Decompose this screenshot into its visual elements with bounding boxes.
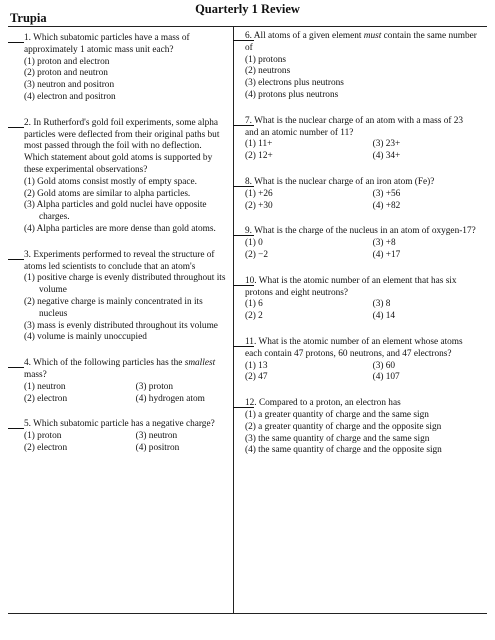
question-text: Which subatomic particles have a mass of approximately 1 atomic mass unit each?: [24, 33, 190, 55]
answer-blank[interactable]: [8, 367, 24, 368]
bottom-rule: [8, 613, 487, 614]
question-number: 4.: [24, 358, 31, 369]
question-text: Which subatomic particle has a negative charge?: [33, 419, 215, 430]
question-number: 10.: [245, 275, 257, 286]
question-text: Experiments performed to reveal the structure of atoms led scientists to conclude that an atom's: [24, 249, 215, 272]
option: (3) 60: [372, 360, 396, 371]
answer-options: [24, 382, 227, 406]
answer-blank[interactable]: [233, 235, 254, 236]
option: (4) electron and positron: [24, 91, 116, 102]
answer-blank[interactable]: [233, 407, 254, 408]
option: (2) electron: [24, 393, 68, 404]
question-12: [245, 398, 477, 457]
option: (2) negative charge is mainly concentrated in its nucleus: [24, 296, 203, 319]
question-number: 2.: [24, 117, 31, 128]
question-text: All atoms of a given element: [253, 31, 364, 41]
question-3: [24, 250, 227, 344]
question-text: Which of the following particles has the: [33, 358, 183, 369]
option: (1) 11+: [245, 139, 273, 150]
emphasis-text: must: [363, 31, 382, 41]
option: (4) positron: [135, 442, 180, 453]
option: (4) the same quantity of charge and the opposite sign: [245, 445, 442, 456]
question-text: What is the nuclear charge of an iron atom (Fe)?: [254, 176, 435, 187]
answer-options: [245, 410, 477, 457]
option: (1) +26: [245, 188, 273, 199]
question-number: 7.: [245, 115, 252, 126]
question-text: What is the charge of the nucleus in an atom of oxygen-17?: [254, 226, 476, 237]
question-7: [245, 116, 477, 163]
question-2: [24, 118, 227, 236]
answer-blank[interactable]: [8, 42, 24, 43]
emphasis-text: smallest: [184, 358, 216, 369]
question-number: 11.: [245, 336, 257, 347]
option: (4) protons plus neutrons: [245, 89, 339, 100]
option: (3) electrons plus neutrons: [245, 78, 344, 89]
question-8: [245, 177, 477, 212]
option: (3) the same quantity of charge and the same sign: [245, 433, 430, 444]
option: (2) neutrons: [245, 66, 291, 77]
question-number: 3.: [24, 249, 31, 260]
option: (1) 0: [245, 238, 263, 249]
column-divider: [233, 27, 234, 613]
answer-options: [245, 55, 477, 102]
option: (4) volume is mainly unoccupied: [24, 332, 147, 343]
question-text: What is the atomic number of an element whose atoms each contain 47 protons, 60 neutrons, and 47 electrons?: [245, 336, 463, 359]
option: (1) Gold atoms consist mostly of empty space.: [24, 176, 198, 187]
answer-options: [24, 273, 227, 344]
answer-blank[interactable]: [233, 285, 254, 286]
question-text-end: contain the same number of: [245, 31, 477, 53]
option: (4) +82: [372, 200, 401, 211]
option: (1) proton: [24, 431, 62, 442]
answer-blank[interactable]: [233, 346, 254, 347]
answer-options: [245, 189, 477, 213]
option: (1) proton and electron: [24, 56, 110, 67]
option: (1) 6: [245, 299, 263, 310]
answer-blank[interactable]: [233, 40, 254, 41]
answer-options: [24, 431, 227, 455]
option: (4) hydrogen atom: [135, 393, 205, 404]
option: (3) 8: [372, 299, 391, 310]
option: (2) a greater quantity of charge and the opposite sign: [245, 421, 442, 432]
answer-blank[interactable]: [8, 259, 24, 260]
question-10: [245, 276, 477, 323]
answer-options: [24, 177, 227, 236]
answer-blank[interactable]: [8, 428, 24, 429]
question-number: 8.: [245, 176, 252, 187]
option: (1) 13: [245, 360, 268, 371]
page-title: Quarterly 1 Review: [195, 2, 300, 16]
option: (1) neutron: [24, 381, 66, 392]
option: (1) positive charge is evenly distributed throughout its volume: [24, 273, 226, 296]
question-number: 5.: [24, 419, 31, 430]
option: (3) neutron: [135, 431, 178, 442]
option: (2) +30: [245, 200, 273, 211]
option: (4) 14: [372, 311, 396, 322]
question-text: What is the atomic number of an element that has six protons and eight neutrons?: [245, 275, 457, 298]
question-text-end: mass?: [24, 369, 47, 380]
option: (4) 34+: [372, 151, 401, 162]
option: (3) mass is evenly distributed throughout its volume: [24, 320, 218, 331]
option: (2) proton and neutron: [24, 68, 108, 79]
option: (4) Alpha particles are more dense than gold atoms.: [24, 223, 216, 234]
question-number: 9.: [245, 226, 252, 237]
option: (2) 47: [245, 372, 268, 383]
option: (1) protons: [245, 54, 287, 65]
answer-blank[interactable]: [233, 125, 254, 126]
option: (2) −2: [245, 249, 269, 260]
question-number: 6.: [245, 31, 252, 41]
option: (3) +56: [372, 188, 401, 199]
answer-options: [245, 361, 477, 385]
option: (3) proton: [135, 381, 174, 392]
option: (2) electron: [24, 442, 68, 453]
question-4: [24, 358, 227, 405]
option: (3) Alpha particles and gold nuclei have opposite charges.: [24, 200, 207, 223]
right-column: [245, 27, 477, 468]
question-number: 12.: [245, 398, 257, 409]
option: (3) +8: [372, 238, 396, 249]
option: (3) 23+: [372, 139, 401, 150]
question-number: 1.: [24, 33, 31, 43]
option: (2) Gold atoms are similar to alpha particles.: [24, 188, 191, 199]
question-9: [245, 226, 477, 261]
option: (3) neutron and positron: [24, 80, 115, 91]
option: (2) 2: [245, 311, 263, 322]
option: (2) 12+: [245, 151, 273, 162]
answer-blank[interactable]: [233, 186, 254, 187]
option: (4) +17: [372, 249, 401, 260]
question-5: [24, 419, 227, 454]
question-text: In Rutherford's gold foil experiments, some alpha particles were deflected from their original paths but most passed through the foil with no deflection. Which statement about gold atoms is supported by these experimental observations?: [24, 117, 220, 175]
answer-options: [245, 299, 477, 323]
answer-options: [245, 238, 477, 262]
option: (4) 107: [372, 372, 400, 383]
option: (1) a greater quantity of charge and the same sign: [245, 409, 429, 420]
question-text: Compared to a proton, an electron has: [258, 398, 401, 409]
question-text: What is the nuclear charge of an atom with a mass of 23 and an atomic number of 11?: [245, 115, 464, 138]
question-11: [245, 337, 477, 384]
question-6: [245, 31, 477, 102]
question-1: [24, 33, 227, 104]
answer-options: [245, 139, 477, 163]
answer-blank[interactable]: [8, 127, 24, 128]
author-name: Trupia: [10, 11, 47, 25]
answer-options: [24, 57, 227, 104]
left-column: [24, 27, 227, 466]
